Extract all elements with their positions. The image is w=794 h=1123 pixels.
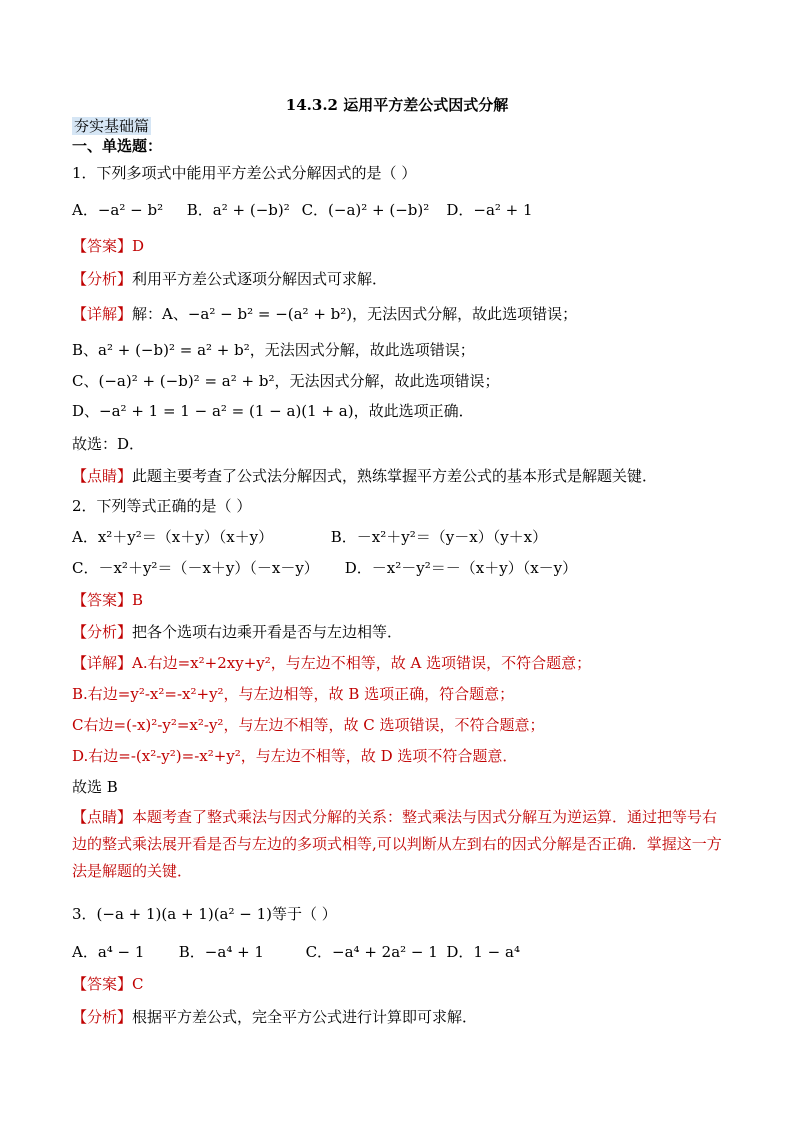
comment-tag: 【点睛】 [72,467,133,485]
q2-options-row-2 [72,558,722,578]
part-heading: 一、单选题： [72,137,163,155]
q3-analysis [72,1007,722,1027]
q1-stem: 1．下列多项式中能用平方差公式分解因式的是（ ） [72,164,417,182]
q2-detail-line-4: D.右边=-(x²-y²)=-x²+y²，与左边不相等，故 D 选项不符合题意． [72,747,518,765]
q1-detail-line-4: D、−a² + 1 = 1 − a² = (1 − a)(1 + a)，故此选项正确． [72,402,474,420]
q1-analysis [72,269,722,289]
answer-value: B [132,591,144,609]
q3-option-c: C．−a⁴ + 2a² − 1 [305,943,438,961]
q3-option-b: B．−a⁴ + 1 [178,943,264,961]
q2-comment [72,804,722,885]
answer-tag: 【答案】 [72,975,133,993]
q2-choose: 故选 B [72,778,118,796]
q1-option-b: B．a² + (−b)² [186,201,290,219]
q2-detail-line-3: C右边=(-x)²-y²=x²-y²，与左边不相等，故 C 选项错误，不符合题意； [72,716,545,734]
q2-detail-line-2: B.右边=y²-x²=-x²+y²，与左边相等，故 B 选项正确，符合题意； [72,685,515,703]
q1-comment [72,466,722,486]
q1-detail-line-3: C、(−a)² + (−b)² = a² + b²，无法因式分解，故此选项错误； [72,372,500,390]
q3-stem: 3．(−a + 1)(a + 1)(a² − 1)等于（ ） [72,905,337,923]
q2-stem: 2．下列等式正确的是（ ） [72,497,252,515]
q1-option-a: A．−a² − b² [72,201,164,219]
q2-option-b: B．－x²＋y²＝（y－x）（y＋x） [330,528,548,546]
q2-option-c: C．－x²＋y²＝（－x＋y）（－x－y） [72,559,319,577]
analysis-tag: 【分析】 [72,1008,133,1026]
answer-value: D [132,237,145,255]
detail-text: A.右边=x²+2xy+y²，与左边不相等，故 A 选项错误，不符合题意； [132,654,592,672]
detail-text: 解：A、−a² − b² = −(a² + b²)，无法因式分解，故此选项错误； [132,305,578,323]
q1-option-c: C．(−a)² + (−b)² [301,201,430,219]
q2-option-d: D．－x²－y²＝－（x＋y）（x－y） [344,559,578,577]
q1-choose: 故选：D． [72,435,145,453]
q2-detail-line-1 [72,653,722,673]
comment-text: 此题主要考查了公式法分解因式，熟练掌握平方差公式的基本形式是解题关键． [132,467,658,485]
analysis-tag: 【分析】 [72,270,133,288]
analysis-text: 根据平方差公式，完全平方公式进行计算即可求解． [132,1008,478,1026]
comment-tag: 【点睛】 [72,808,133,826]
analysis-text: 利用平方差公式逐项分解因式可求解． [132,270,388,288]
q2-analysis [72,622,722,642]
q2-options-row-1 [72,527,722,547]
answer-tag: 【答案】 [72,237,133,255]
q1-answer [72,236,722,256]
q1-detail-line-2: B、a² + (−b)² = a² + b²，无法因式分解，故此选项错误； [72,341,475,359]
q3-answer [72,974,722,994]
answer-tag: 【答案】 [72,591,133,609]
analysis-tag: 【分析】 [72,623,133,641]
q1-detail-line-1 [72,304,722,324]
q3-options [72,942,722,962]
comment-text: 本题考查了整式乘法与因式分解的关系：整式乘法与因式分解互为逆运算．通过把等号右边的整式乘法展开看是否与左边的多项式相等,可以判断从左到右的因式分解是否正确．掌握这一方法是解题的关键． [72,808,722,880]
q2-answer [72,590,722,610]
q1-options [72,200,722,220]
page-title: 14.3.2 运用平方差公式因式分解 [285,96,509,114]
answer-value: C [132,975,144,993]
detail-tag: 【详解】 [72,305,133,323]
q3-option-a: A．a⁴ − 1 [72,943,145,961]
analysis-text: 把各个选项右边乘开看是否与左边相等． [132,623,403,641]
section-label: 夯实基础篇 [74,117,150,135]
q2-option-a: A．x²＋y²＝（x＋y）（x＋y） [72,528,274,546]
q3-option-d: D．1 − a⁴ [446,943,520,961]
q1-option-d: D．−a² + 1 [446,201,533,219]
detail-tag: 【详解】 [72,654,133,672]
